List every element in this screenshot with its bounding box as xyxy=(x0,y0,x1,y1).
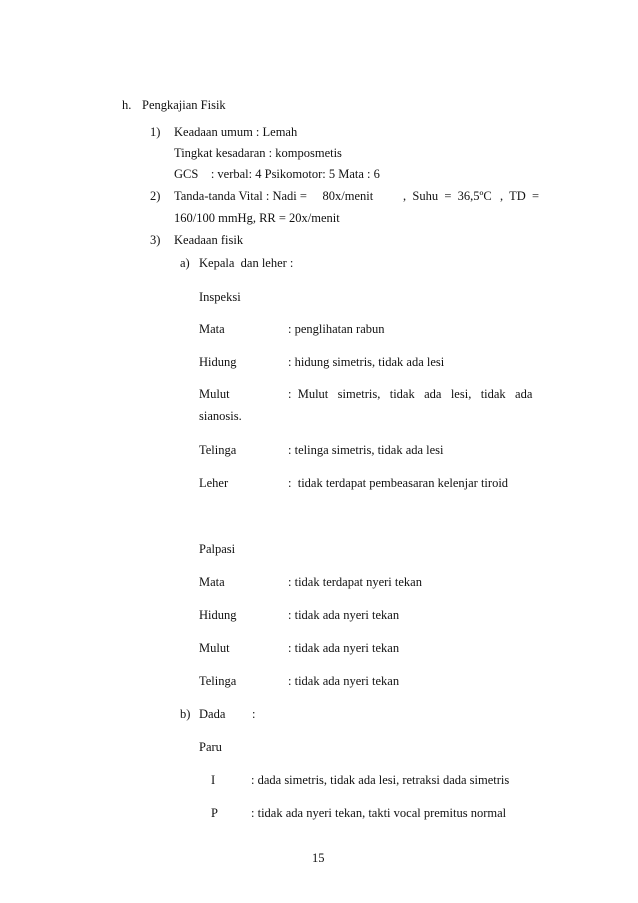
section-marker: h. xyxy=(122,98,132,112)
paru-row-value: : tidak ada nyeri tekan, takti vocal premitus normal xyxy=(251,806,507,820)
inspeksi-row-value: : telinga simetris, tidak ada lesi xyxy=(288,443,444,457)
item3-marker: 3) xyxy=(150,233,161,247)
palpasi-row-label: Mata xyxy=(199,575,225,589)
inspeksi-row-continuation: sianosis. xyxy=(199,409,242,423)
inspeksi-row-label: Mulut xyxy=(199,387,230,401)
tingkat-kesadaran: Tingkat kesadaran : komposmetis xyxy=(174,146,342,160)
item2-marker: 2) xyxy=(150,189,161,203)
inspeksi-row-label: Mata xyxy=(199,322,225,336)
paru-row-label: I xyxy=(211,773,216,787)
page-number: 15 xyxy=(312,851,325,865)
inspeksi-row-value: : tidak terdapat pembeasaran kelenjar tiroid xyxy=(288,476,509,490)
sub-b-colon: : xyxy=(252,707,256,721)
paru-heading: Paru xyxy=(199,740,222,754)
vital-signs-line2: 160/100 mmHg, RR = 20x/menit xyxy=(174,211,340,225)
sub-b-marker: b) xyxy=(180,707,191,721)
sub-a-marker: a) xyxy=(180,256,190,270)
inspeksi-heading: Inspeksi xyxy=(199,290,241,304)
item1-marker: 1) xyxy=(150,125,161,139)
section-title: Pengkajian Fisik xyxy=(142,98,226,112)
paru-row-label: P xyxy=(211,806,218,820)
inspeksi-row-value: : penglihatan rabun xyxy=(288,322,385,336)
inspeksi-row-label: Hidung xyxy=(199,355,237,369)
palpasi-row-label: Telinga xyxy=(199,674,237,688)
keadaan-umum: Keadaan umum : Lemah xyxy=(174,125,298,139)
inspeksi-row-label: Leher xyxy=(199,476,229,490)
sub-b-title: Dada xyxy=(199,707,226,721)
paru-row-value: : dada simetris, tidak ada lesi, retraksi dada simetris xyxy=(251,773,510,787)
palpasi-row-value: : tidak terdapat nyeri tekan xyxy=(288,575,422,589)
palpasi-heading: Palpasi xyxy=(199,542,236,556)
inspeksi-row-label: Telinga xyxy=(199,443,237,457)
gcs: GCS : verbal: 4 Psikomotor: 5 Mata : 6 xyxy=(174,167,380,181)
palpasi-row-value: : tidak ada nyeri tekan xyxy=(288,608,400,622)
sub-a-title: Kepala dan leher : xyxy=(199,256,294,270)
vital-signs-td: , TD = xyxy=(500,189,540,203)
inspeksi-row-value: : Mulut simetris, tidak ada lesi, tidak ada xyxy=(288,387,533,401)
palpasi-row-label: Hidung xyxy=(199,608,237,622)
palpasi-row-label: Mulut xyxy=(199,641,230,655)
keadaan-fisik-title: Keadaan fisik xyxy=(174,233,244,247)
palpasi-row-value: : tidak ada nyeri tekan xyxy=(288,674,400,688)
vital-signs-suhu: , Suhu = 36,5ºC xyxy=(403,189,492,203)
vital-signs-nadi: Tanda-tanda Vital : Nadi = 80x/menit xyxy=(174,189,374,203)
inspeksi-row-value: : hidung simetris, tidak ada lesi xyxy=(288,355,445,369)
palpasi-row-value: : tidak ada nyeri tekan xyxy=(288,641,400,655)
